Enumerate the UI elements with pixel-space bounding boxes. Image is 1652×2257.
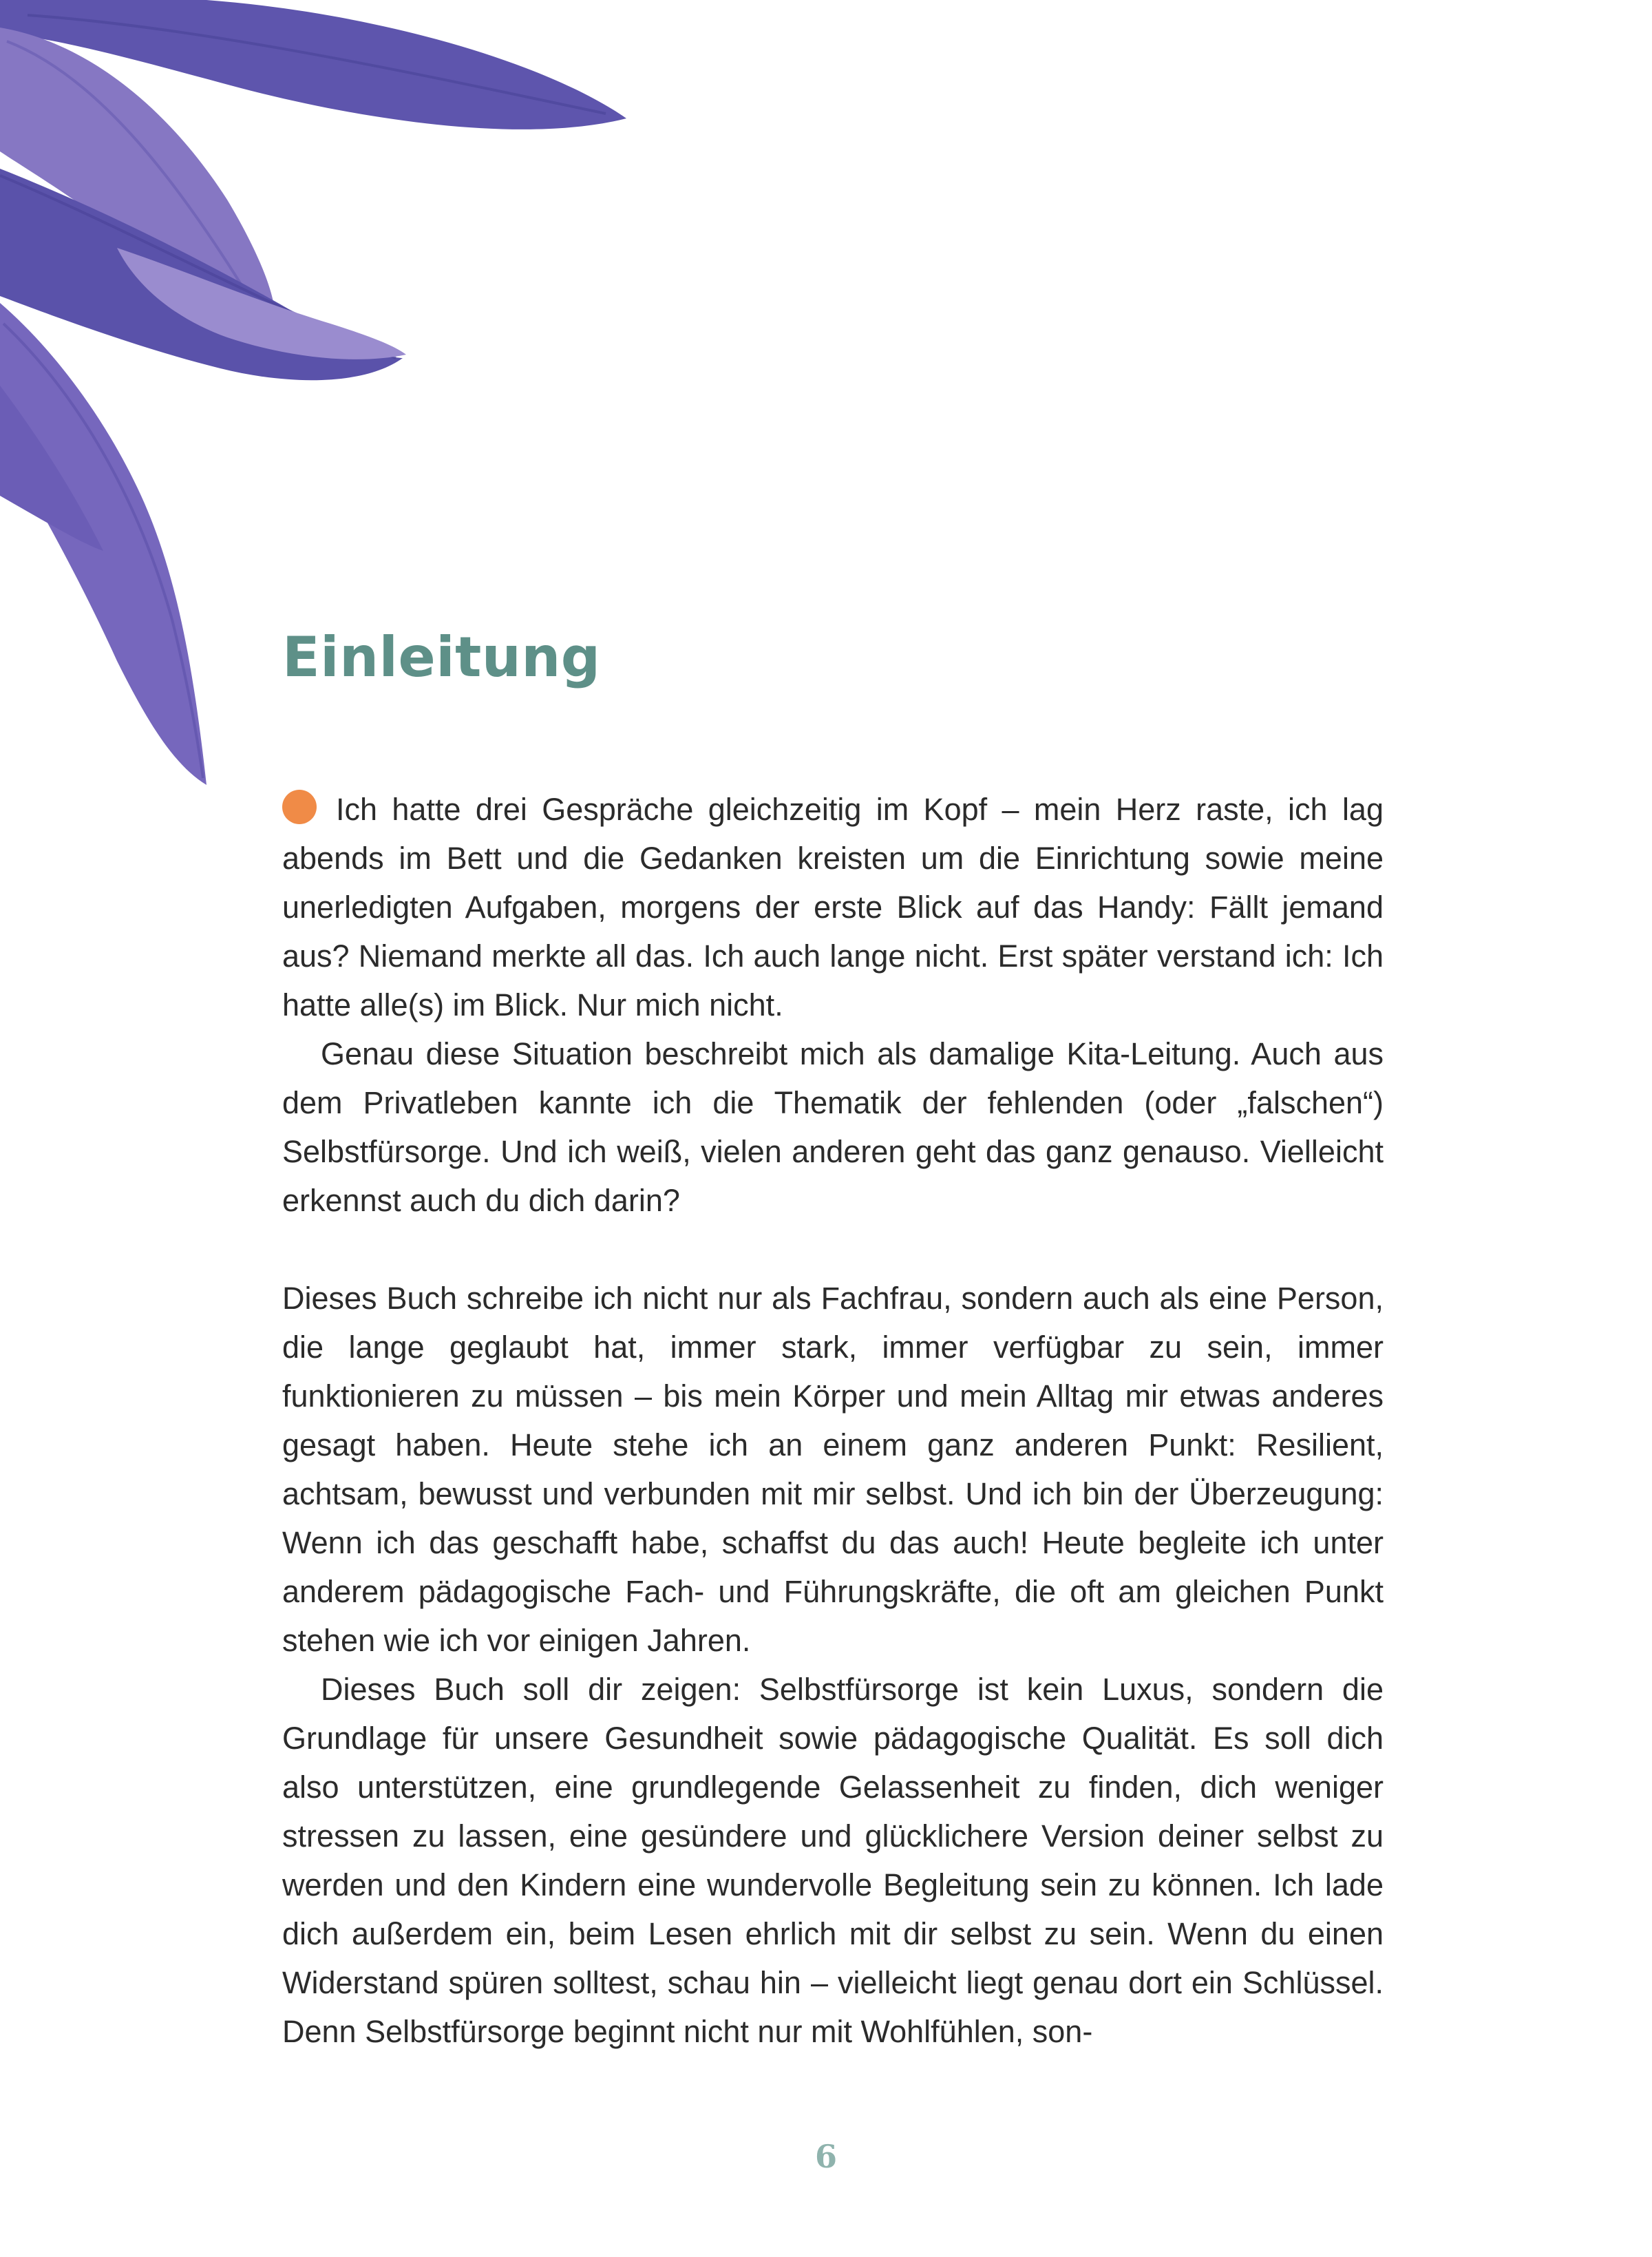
paragraph-3: Dieses Buch schreibe ich nicht nur als Fachfrau, sondern auch als eine Person, die lange geglaubt hat, immer stark, immer verfügbar zu sein, immer funktionieren zu müssen – bis mein Körper und mein Alltag mir etwas anderes gesagt haben. Heute stehe ich an einem ganz anderen Punkt: Resilient, achtsam, bewusst und verbunden mit mir selbst. Und ich bin der Überzeugung: Wenn ich das geschafft habe, schaffst du das auch! Heute begleite ich unter anderem pädagogische Fach- und Führungskräfte, die oft am gleichen Punkt stehen wie ich vor einigen Jahren.: [282, 1281, 1384, 1658]
chapter-body: [282, 785, 1384, 2056]
chapter-heading: Einleitung: [282, 625, 601, 689]
leaf-bottom: [0, 303, 206, 785]
page-number: 6: [814, 2138, 837, 2175]
paragraph-1: [282, 785, 1384, 1029]
paragraph-1-text: Ich hatte drei Gespräche gleichzeitig im Kopf – mein Herz raste, ich lag abends im Bett und die Gedanken kreisten um die Einrichtung sowie meine unerledigten Aufgaben, morgens der erste Blick auf das Handy: Fällt jemand aus? Niemand merkte all das. Ich auch lange nicht. Erst später verstand ich: Ich hatte alle(s) im Blick. Nur mich nicht.: [282, 792, 1384, 1022]
paragraph-4: Dieses Buch soll dir zeigen: Selbstfürsorge ist kein Luxus, sondern die Grundlage für unsere Gesundheit sowie pädagogische Qualität. Es soll dich also unterstützen, eine grundlegende Gelassenheit zu finden, dich weniger stressen zu lassen, eine gesündere und glücklichere Version deiner selbst zu werden und den Kindern eine wundervolle Begleitung sein zu können. Ich lade dich außerdem ein, beim Lesen ehrlich mit dir selbst zu sein. Wenn du einen Widerstand spüren solltest, schau hin – vielleicht liegt genau dort ein Schlüssel. Denn Selbstfürsorge beginnt nicht nur mit Wohlfühlen, son-: [282, 1672, 1384, 2049]
paragraph-2: Genau diese Situation beschreibt mich als damalige Kita-Leitung. Auch aus dem Privatleben kannte ich die Thematik der fehlenden (oder „falschen“) Selbstfürsorge. Und ich weiß, vielen anderen geht das ganz genauso. Vielleicht erkennst auch du dich darin?: [282, 1036, 1384, 1218]
bullet-dot-icon: [282, 790, 317, 824]
